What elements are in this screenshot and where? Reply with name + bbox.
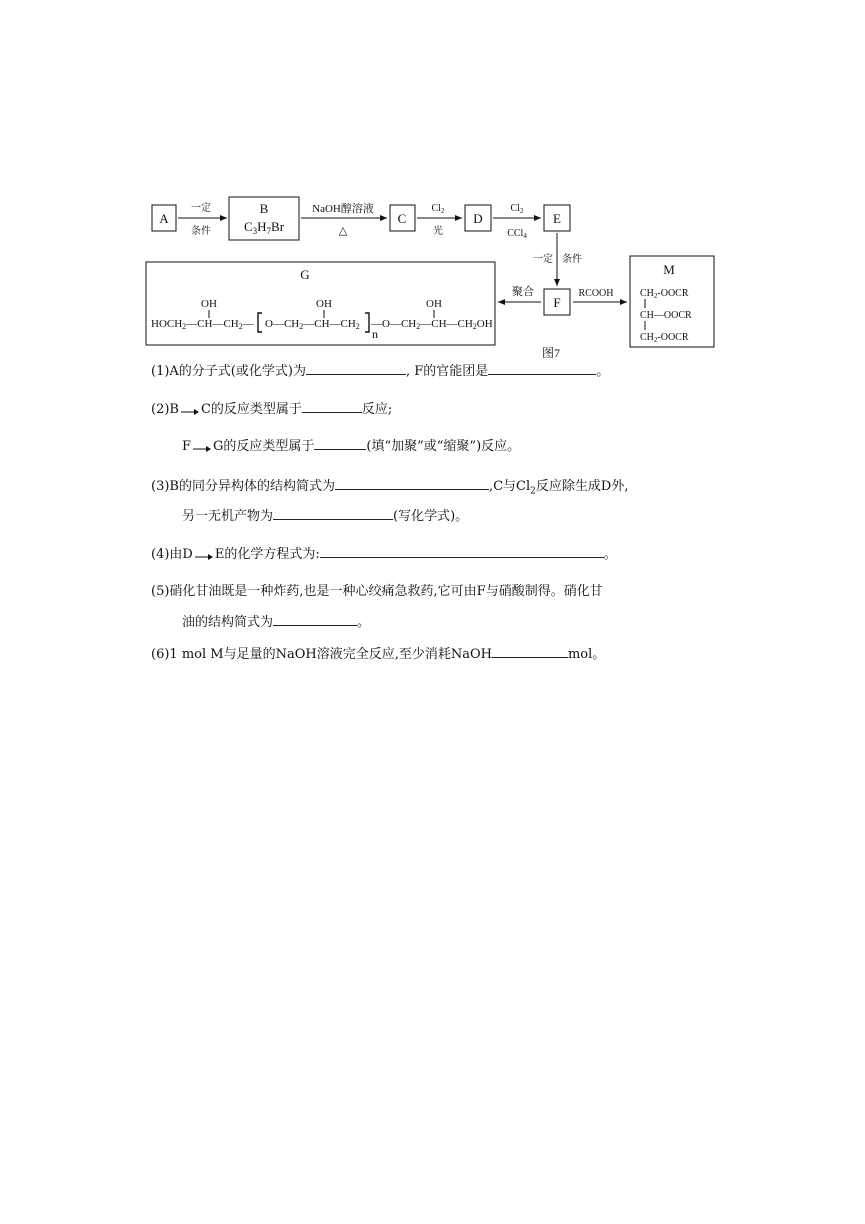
q5-text-a: (5)硝化甘油既是一种炸药,也是一种心绞痛急救药,它可由F与硝酸制得。硝化甘	[151, 584, 603, 599]
G-left-end: HOCH2—CH—CH2—	[151, 318, 254, 331]
step-FG: 聚合	[512, 286, 534, 298]
q3-blank-2[interactable]	[273, 507, 393, 520]
q4-end: 。	[603, 547, 617, 562]
step-BC-top: NaOH醇溶液	[312, 203, 374, 215]
step-EF-right: 条件	[562, 254, 582, 265]
step-AB-top: 一定	[191, 203, 211, 214]
formula-B: $C_3H_7Br$	[243, 219, 285, 236]
step-DE-top: $Cl_2$	[510, 203, 524, 215]
G-structure	[151, 298, 493, 341]
question-3b	[182, 507, 468, 526]
q1-blank-1[interactable]	[306, 362, 406, 375]
G-OH-1: OH	[201, 298, 217, 310]
step-EF-left: 一定	[533, 254, 553, 265]
M-line-1: $CH_2$-OOCR	[640, 288, 689, 300]
reaction-scheme	[0, 0, 865, 370]
q6-blank[interactable]	[492, 645, 568, 658]
q2b-label: F	[182, 439, 192, 454]
question-6	[151, 645, 605, 664]
arrow-icon	[194, 550, 214, 560]
arrow-icon	[180, 405, 200, 415]
step-DE-bottom: CCl$_4$	[507, 228, 527, 240]
label-E: E	[553, 211, 561, 226]
q2-text-a: C的反应类型属于	[200, 402, 302, 417]
M-line-3: $CH_2$-OOCR	[640, 332, 689, 344]
M-structure	[640, 288, 692, 344]
q2-text-b: 反应;	[361, 402, 393, 417]
q5b-end: 。	[357, 615, 371, 630]
step-CD-bottom: 光	[433, 226, 443, 237]
q3-blank-1[interactable]	[335, 477, 489, 490]
q2b-text-b: (填“加聚”或“缩聚”)反应。	[366, 439, 521, 454]
label-B: B	[259, 201, 269, 216]
q4-blank[interactable]	[320, 545, 604, 558]
question-3	[151, 477, 628, 501]
G-bracket-right	[365, 313, 369, 332]
q3-text-b: ,C与Cl	[488, 479, 531, 494]
G-subscript-n: n	[372, 327, 378, 341]
question-2	[151, 400, 392, 419]
step-CD-top: $Cl_2$	[431, 203, 445, 215]
q6-text-a: (6)1 mol M与足量的NaOH溶液完全反应,至少消耗NaOH	[151, 647, 492, 662]
step-BC-bottom: △	[338, 225, 348, 237]
q3b-text-a: 另一无机产物为	[182, 509, 274, 524]
step-FM: RCOOH	[578, 288, 614, 299]
G-bracket-left	[258, 313, 262, 332]
G-repeat-unit: O—CH2—CH—CH2	[265, 318, 360, 331]
step-AB-bottom: 条件	[191, 226, 211, 237]
label-A: A	[159, 211, 169, 226]
G-OH-2: OH	[316, 298, 332, 310]
label-F: F	[553, 295, 561, 310]
q2-label: (2)B	[151, 402, 179, 417]
q4-label: (4)由D	[151, 547, 193, 562]
question-5b	[182, 613, 370, 632]
question-5	[151, 583, 603, 601]
q3-text-c: 反应除生成D外,	[535, 479, 629, 494]
q3-subscript: 2	[530, 486, 536, 497]
label-D: D	[473, 211, 483, 226]
q1-end: 。	[596, 364, 610, 379]
q2b-blank[interactable]	[314, 437, 366, 450]
q3-text-a: (3)B的同分异构体的结构简式为	[151, 479, 335, 494]
question-1	[151, 362, 609, 381]
q4-text-a: E的化学方程式为:	[214, 547, 320, 562]
label-C: C	[397, 211, 407, 226]
q6-text-b: mol。	[567, 647, 606, 662]
q3b-text-b: (写化学式)。	[393, 509, 469, 524]
q2-blank[interactable]	[302, 400, 362, 413]
label-G: G	[300, 267, 310, 282]
q2b-text-a: G的反应类型属于	[213, 439, 315, 454]
q5-blank[interactable]	[273, 613, 357, 626]
G-right-end: —O—CH2—CH—CH2OH	[371, 318, 493, 331]
q1-blank-2[interactable]	[488, 362, 596, 375]
arrow-icon	[192, 442, 212, 452]
q1-text-b: , F的官能团是	[405, 364, 489, 379]
M-line-2: CH—OOCR	[640, 310, 692, 321]
G-OH-3: OH	[426, 298, 442, 310]
q5b-text-a: 油的结构简式为	[182, 615, 274, 630]
question-2b	[182, 437, 520, 456]
question-4	[151, 545, 617, 564]
figure-caption: 图7	[541, 346, 561, 360]
label-M: M	[663, 262, 675, 277]
q1-text-a: (1)A的分子式(或化学式)为	[151, 364, 306, 379]
